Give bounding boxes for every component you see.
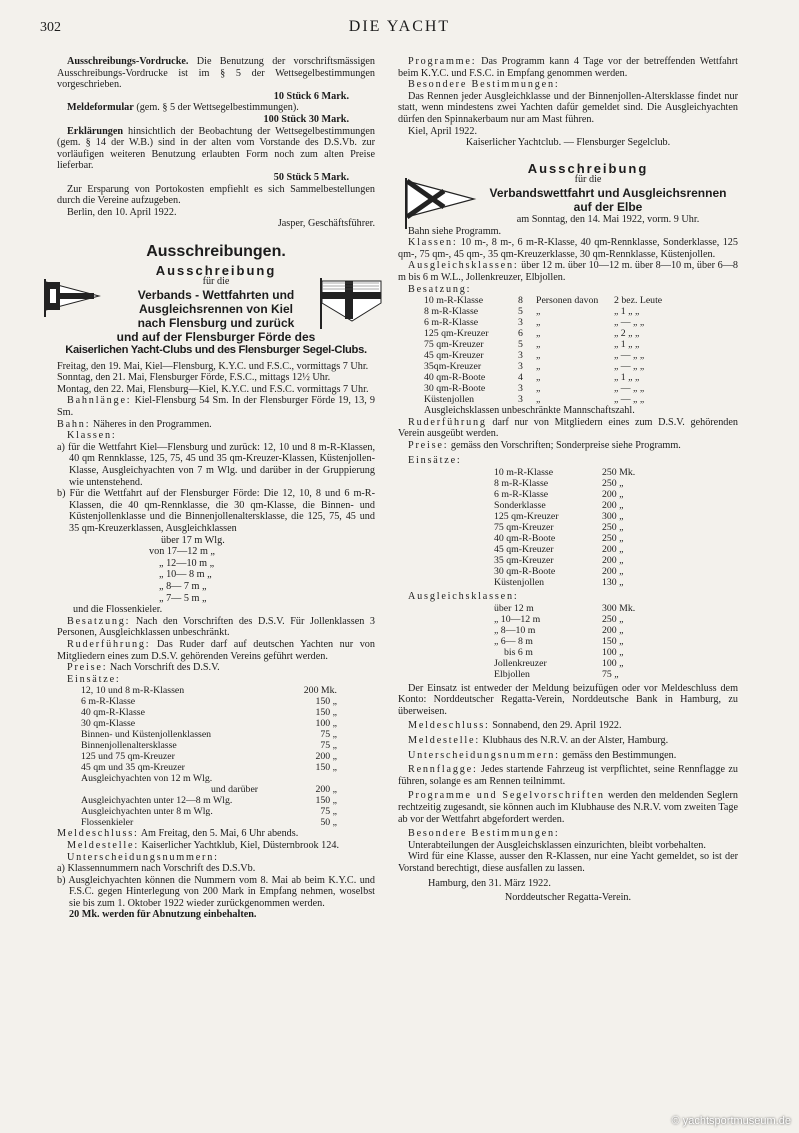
table-row: 125 und 75 qm-Kreuzer 200 „ xyxy=(81,751,337,763)
page-title: DIE YACHT xyxy=(348,18,451,35)
a2-title-line: Verbandswettfahrt und Ausgleichsrennen xyxy=(489,185,727,200)
table-row: Ausgleichyachten unter 12—8 m Wlg. 150 „ xyxy=(81,795,337,807)
table-row: 75 qm-Kreuzer 250 „ xyxy=(494,522,624,534)
table-row: 125 qm-Kreuzer 6 „ „ 2 „ „ xyxy=(424,328,640,340)
table-row: Flossenkieler 50 „ xyxy=(81,817,337,829)
table-row: 45 qm und 35 qm-Kreuzer 150 „ xyxy=(81,762,337,774)
table-row: Binnen- und Küstenjollenklassen 75 „ xyxy=(81,729,337,741)
besondere-text: Das Rennen jeder Ausgleichklasse und der Binnenjollen-Altersklasse findet nur statt, wenn mindestens zwei Yachten dafür gemeldet sind. Die Ausgleichyachten dürfen den Spinnakerbaum nur am Mast führen. xyxy=(398,90,738,125)
a2-bahn: Bahn siehe Programm. xyxy=(408,225,502,237)
notice-vordrucke: Ausschreibungs-Vordrucke. Die Benutzung der vorschriftsmässigen Ausschreibungs-Vordrucke ist im § 5 der Wettsegelbestimmungen vorgeschrieben. xyxy=(57,56,376,91)
table-row: Elbjollen 75 „ xyxy=(494,668,619,680)
porto-note: Zur Ersparung von Portokosten empfiehlt es sich Sammelbestellungen durch die Vereine aufzugeben. xyxy=(57,183,375,207)
a2-heading: Ausschreibung xyxy=(527,160,649,176)
a1-title-line: nach Flensburg und zurück xyxy=(137,315,295,330)
klassen-a: a) für die Wettfahrt Kiel—Flensburg und zurück: 12, 10 und 8 m-R-Klassen, 40 qm Rennklasse, 125, 75, 45 und 35 qm-Kreuzer-Klassen, Küstenjollen-Klasse, Ausgleichyachten von 7 m Wlg. und darüber in der Gruppierung wie untenstehend. xyxy=(57,441,375,488)
price-erklaerungen: 50 Stück 5 Mark. xyxy=(273,171,349,183)
table-row: 40 qm-R-Klasse 150 „ xyxy=(81,707,337,719)
dateline: Berlin, den 10. April 1922. xyxy=(67,206,177,218)
table-row: 35qm-Kreuzer 3 „ „ — „ „ xyxy=(424,361,645,373)
a2-ausgleich-fee-table xyxy=(398,603,654,680)
table-row: bis 6 m 100 „ xyxy=(504,646,624,658)
table-row: 6 m-R-Klasse 3 „ „ — „ „ xyxy=(424,317,645,329)
table-row: über 12 m 300 Mk. xyxy=(494,602,636,614)
a2-rennflagge: Rennflagge: Jedes startende Fahrzeug ist verpflichtet, seine Rennflagge zu führen, solange es am Rennen teilnimmt. xyxy=(398,764,739,787)
ruderfuehrung: Ruderführung: Das Ruder darf auf deutschen Yachten nur von Mitgliedern eines zum D.S.V. gehörenden Vereins geführt werden. xyxy=(57,638,375,662)
unterscheidung-label: Unterscheidungsnummern: xyxy=(67,851,219,863)
table-row: 125 qm-Kreuzer 300 „ xyxy=(494,511,624,523)
preise: Preise: Nach Vorschrift des D.S.V. xyxy=(67,662,220,674)
table-row: 30 qm-R-Boote 200 „ xyxy=(494,566,624,578)
clubs-signature: Kaiserlicher Yachtclub. — Flensburger Segelclub. xyxy=(465,137,671,149)
a2-fee-table xyxy=(398,467,654,588)
a2-fuer: für die xyxy=(574,174,602,186)
place-date: Kiel, April 1922. xyxy=(408,125,478,137)
watermark: © yachtsportmuseum.de xyxy=(671,1115,791,1127)
a1-title-line: Ausgleichsrennen von Kiel xyxy=(138,301,294,316)
klassen-label: Klassen: xyxy=(67,430,117,442)
a2-besatzung-label: Besatzung: xyxy=(408,283,472,295)
table-row: 30 qm-R-Boote 3 „ „ — „ „ xyxy=(424,383,645,395)
group-item: „ 10— 8 m „ xyxy=(159,569,212,581)
a1-fuer: für die xyxy=(202,276,230,288)
a2-meldeschluss: Meldeschluss: Sonnabend, den 29. April 1922. xyxy=(408,720,622,732)
table-row: Jollenkreuzer 100 „ xyxy=(494,657,624,669)
a2-unterscheidung: Unterscheidungsnummern: gemäss den Bestimmungen. xyxy=(408,749,677,761)
group-item: „ 12—10 m „ xyxy=(159,557,215,569)
a2-preise: Preise: gemäss den Vorschriften; Sonderpreise siehe Programm. xyxy=(408,439,681,451)
table-row: Ausgleichyachten unter 8 m Wlg. 75 „ xyxy=(81,806,337,818)
group-item: „ 7— 5 m „ xyxy=(159,592,207,604)
group-item: von 17—12 m „ xyxy=(149,546,215,558)
table-row: Küstenjollen 3 „ „ — „ „ xyxy=(424,394,645,406)
notice-erklaerungen: Erklärungen hinsichtlich der Beobachtung der Wettsegelbestimmungen (gem. § 14 der W.B.) sind in der alten vom Vorstande des D.S.Vb. zur vorläufigen weiteren Benutzung erlaubten Form noch zum alten Preise lieferbar. xyxy=(57,125,375,172)
a2-besondere-text: Unterabteilungen der Ausgleichsklassen einzurichten, bleibt vorbehalten. xyxy=(408,839,706,851)
besatzung: Besatzung: Nach den Vorschriften des D.S.V. Für Jollenklassen 3 Personen, Ausgleichklassen unbeschränkt. xyxy=(57,615,376,639)
a2-ausgleich: Ausgleichsklassen: über 12 m. über 10—12 m. über 8—10 m, über 6—8 m bis 6 m W.L., Jollenkreuzer, Elbjollen. xyxy=(398,260,739,283)
bahnlaenge: Bahnlänge: Kiel-Flensburg 54 Sm. In der Flensburger Förde 19, 13, 9 Sm. xyxy=(57,395,375,419)
table-row: 45 qm-Kreuzer 3 „ „ — „ „ xyxy=(424,350,645,362)
a1-title-line: Kaiserlichen Yacht-Clubs und des Flensburger Segel-Clubs. xyxy=(65,343,367,356)
signature: Jasper, Geschäftsführer. xyxy=(277,218,375,230)
schedule-item: Sonntag, den 21. Mai, Flensburger Förde, F.S.C., mittags 12½ Uhr. xyxy=(57,372,331,384)
fee-table xyxy=(57,685,337,828)
table-row: 8 m-R-Klasse 250 „ xyxy=(494,478,624,490)
price-meldeformular: 100 Stück 30 Mark. xyxy=(263,113,349,125)
einsaetze-label: Einsätze: xyxy=(67,673,121,685)
a1-title-line: Verbands - Wettfahrten und xyxy=(137,287,295,302)
unterscheidung-b2: 20 Mk. werden für Abnutzung einbehalten. xyxy=(69,909,257,921)
nrv-flag-icon xyxy=(404,177,478,229)
klassen-b: b) Für die Wettfahrt auf der Flensburger Förde: Die 12, 10, 8 und 6 m-R-Klassen, die 40 qm-Rennklasse, die 30 qm-Klasse, die Binnen- und Küstenjollenklasse und die Binnenjollenaltersklasse, die 125, 75, 45 und 35 qm-Kreuzerklassen, Ausgleichklassen xyxy=(57,488,375,534)
table-row: 35 qm-Kreuzer 200 „ xyxy=(494,555,624,567)
table-row: 10 m-R-Klasse 8 Personen davon 2 bez. Leute xyxy=(424,295,663,307)
a2-ausgleich-fees-label: Ausgleichsklassen: xyxy=(408,591,519,603)
table-row: 6 m-R-Klasse 200 „ xyxy=(494,489,624,501)
a2-ruder: Ruderführung darf nur von Mitgliedern eines zum D.S.V. gehörenden Verein ausgeübt werden. xyxy=(398,416,739,440)
table-row: 10 m-R-Klasse 250 Mk. xyxy=(494,467,636,479)
table-row: 30 qm-Klasse 100 „ xyxy=(81,718,337,730)
a1-heading: Ausschreibung xyxy=(155,262,277,278)
a2-meldestelle: Meldestelle: Klubhaus des N.R.V. an der Alster, Hamburg. xyxy=(408,735,669,747)
fsc-flag-icon xyxy=(319,277,385,329)
left-column xyxy=(57,56,375,921)
notice-meldeformular: Meldeformular (gem. § 5 der Wettsegelbestimmungen). xyxy=(67,102,299,114)
crew-note: Ausgleichsklassen unbeschränkte Mannschaftszahl. xyxy=(424,405,635,417)
table-row: 8 m-R-Klasse 5 „ „ 1 „ „ xyxy=(424,306,640,318)
bahn: Bahn: Näheres in den Programmen. xyxy=(57,418,212,430)
announcement-kiel xyxy=(57,262,375,357)
a2-title-line: auf der Elbe xyxy=(573,199,643,214)
section-title: Ausschreibungen. xyxy=(146,242,286,260)
table-row: Ausgleichyachten von 12 m Wlg. xyxy=(81,773,213,785)
table-row: Binnenjollenaltersklasse 75 „ xyxy=(81,740,337,752)
a2-einsatz-text: Der Einsatz ist entweder der Meldung beizufügen oder vor Meldeschluss dem Konto: Norddeutscher Regatta-Verein, Norddeutsche Bank in Hamburg, zu überweisen. xyxy=(398,682,738,717)
table-row: 75 qm-Kreuzer 5 „ „ 1 „ „ xyxy=(424,339,640,351)
kyc-flag-icon xyxy=(43,277,103,317)
table-row: Küstenjollen 130 „ xyxy=(494,577,624,589)
table-row: Sonderklasse 200 „ xyxy=(494,500,624,512)
table-row: 45 qm-Kreuzer 200 „ xyxy=(494,544,624,556)
schedule-item: Freitag, den 19. Mai, Kiel—Flensburg, K.Y.C. und F.S.C., vormittags 7 Uhr. xyxy=(57,360,369,372)
meldestelle: Meldestelle: Kaiserlicher Yachtklub, Kiel, Düsternbrook 124. xyxy=(67,839,340,851)
price-vordrucke: 10 Stück 6 Mark. xyxy=(273,90,349,102)
besondere-label: Besondere Bestimmungen: xyxy=(408,79,560,91)
unterscheidung-b: b) Ausgleichyachten können die Nummern vom 8. Mai ab beim K.Y.C. und F.S.C. gegen Hinterlegung von 200 Mark in Empfang nehmen, woselbst sie bis zum 1. Oktober 1922 wieder zurückgenommen werden. xyxy=(57,874,375,909)
schedule-item: Montag, den 22. Mai, Flensburg—Kiel, K.Y.C. und F.S.C. vormittags 7 Uhr. xyxy=(57,383,369,395)
a2-besondere-label: Besondere Bestimmungen: xyxy=(408,828,560,840)
a2-signature: Norddeutscher Regatta-Verein. xyxy=(504,892,632,904)
table-row: 40 qm-R-Boote 250 „ xyxy=(494,533,624,545)
a2-dateline: Hamburg, den 31. März 1922. xyxy=(428,877,551,889)
page-number: 302 xyxy=(40,20,61,35)
table-row: „ 6— 8 m 150 „ xyxy=(494,635,624,647)
a2-einsaetze-label: Einsätze: xyxy=(408,455,462,467)
table-row: 12, 10 und 8 m-R-Klassen 200 Mk. xyxy=(81,685,337,697)
meldeschluss: Meldeschluss: Am Freitag, den 5. Mai, 6 Uhr abends. xyxy=(57,828,299,840)
a2-klassen: Klassen: 10 m-, 8 m-, 6 m-R-Klasse, 40 qm-Rennklasse, Sonderklasse, 125 qm-, 75 qm-, 45 qm-, 35 qm-Kreuzerklasse, 30 qm-Rennklasse, Küstenjollen. xyxy=(398,237,738,260)
right-column xyxy=(398,56,738,904)
crew-table xyxy=(398,295,738,405)
a1-title-line: und auf der Flensburger Förde des xyxy=(116,329,316,344)
programme-note: Programme: Das Programm kann 4 Tage vor der betreffenden Wettfahrt beim K.Y.C. und F.S.C. in Empfang genommen werden. xyxy=(398,56,739,79)
table-row: „ 8—10 m 200 „ xyxy=(494,624,624,636)
a2-wird-text: Wird für eine Klasse, ausser den R-Klassen, nur eine Yacht gemeldet, so ist der Vorstand berechtigt, diese ausfallen zu lassen. xyxy=(398,851,738,874)
table-row: 40 qm-R-Boote 4 „ „ 1 „ „ xyxy=(424,372,640,384)
group-item: über 17 m Wlg. xyxy=(161,534,225,546)
flossen-note: und die Flossenkieler. xyxy=(73,604,163,616)
table-row: 6 m-R-Klasse 150 „ xyxy=(81,696,337,708)
table-row: und darüber 200 „ xyxy=(211,784,337,796)
announcement-elbe xyxy=(398,160,738,226)
group-item: „ 8— 7 m „ xyxy=(159,580,207,592)
a2-date: am Sonntag, den 14. Mai 1922, vorm. 9 Uhr. xyxy=(516,213,700,225)
table-row: „ 10—12 m 250 „ xyxy=(494,613,624,625)
a2-programme: Programme und Segelvorschriften werden den meldenden Seglern rechtzeitig zugesandt, sie können auch im Klubhause des N.R.V. vom zweiten Tage ab vor der Wettfahrt abgefordert werden. xyxy=(398,790,738,825)
unterscheidung-a: a) Klassennummern nach Vorschrift des D.S.Vb. xyxy=(57,863,256,875)
